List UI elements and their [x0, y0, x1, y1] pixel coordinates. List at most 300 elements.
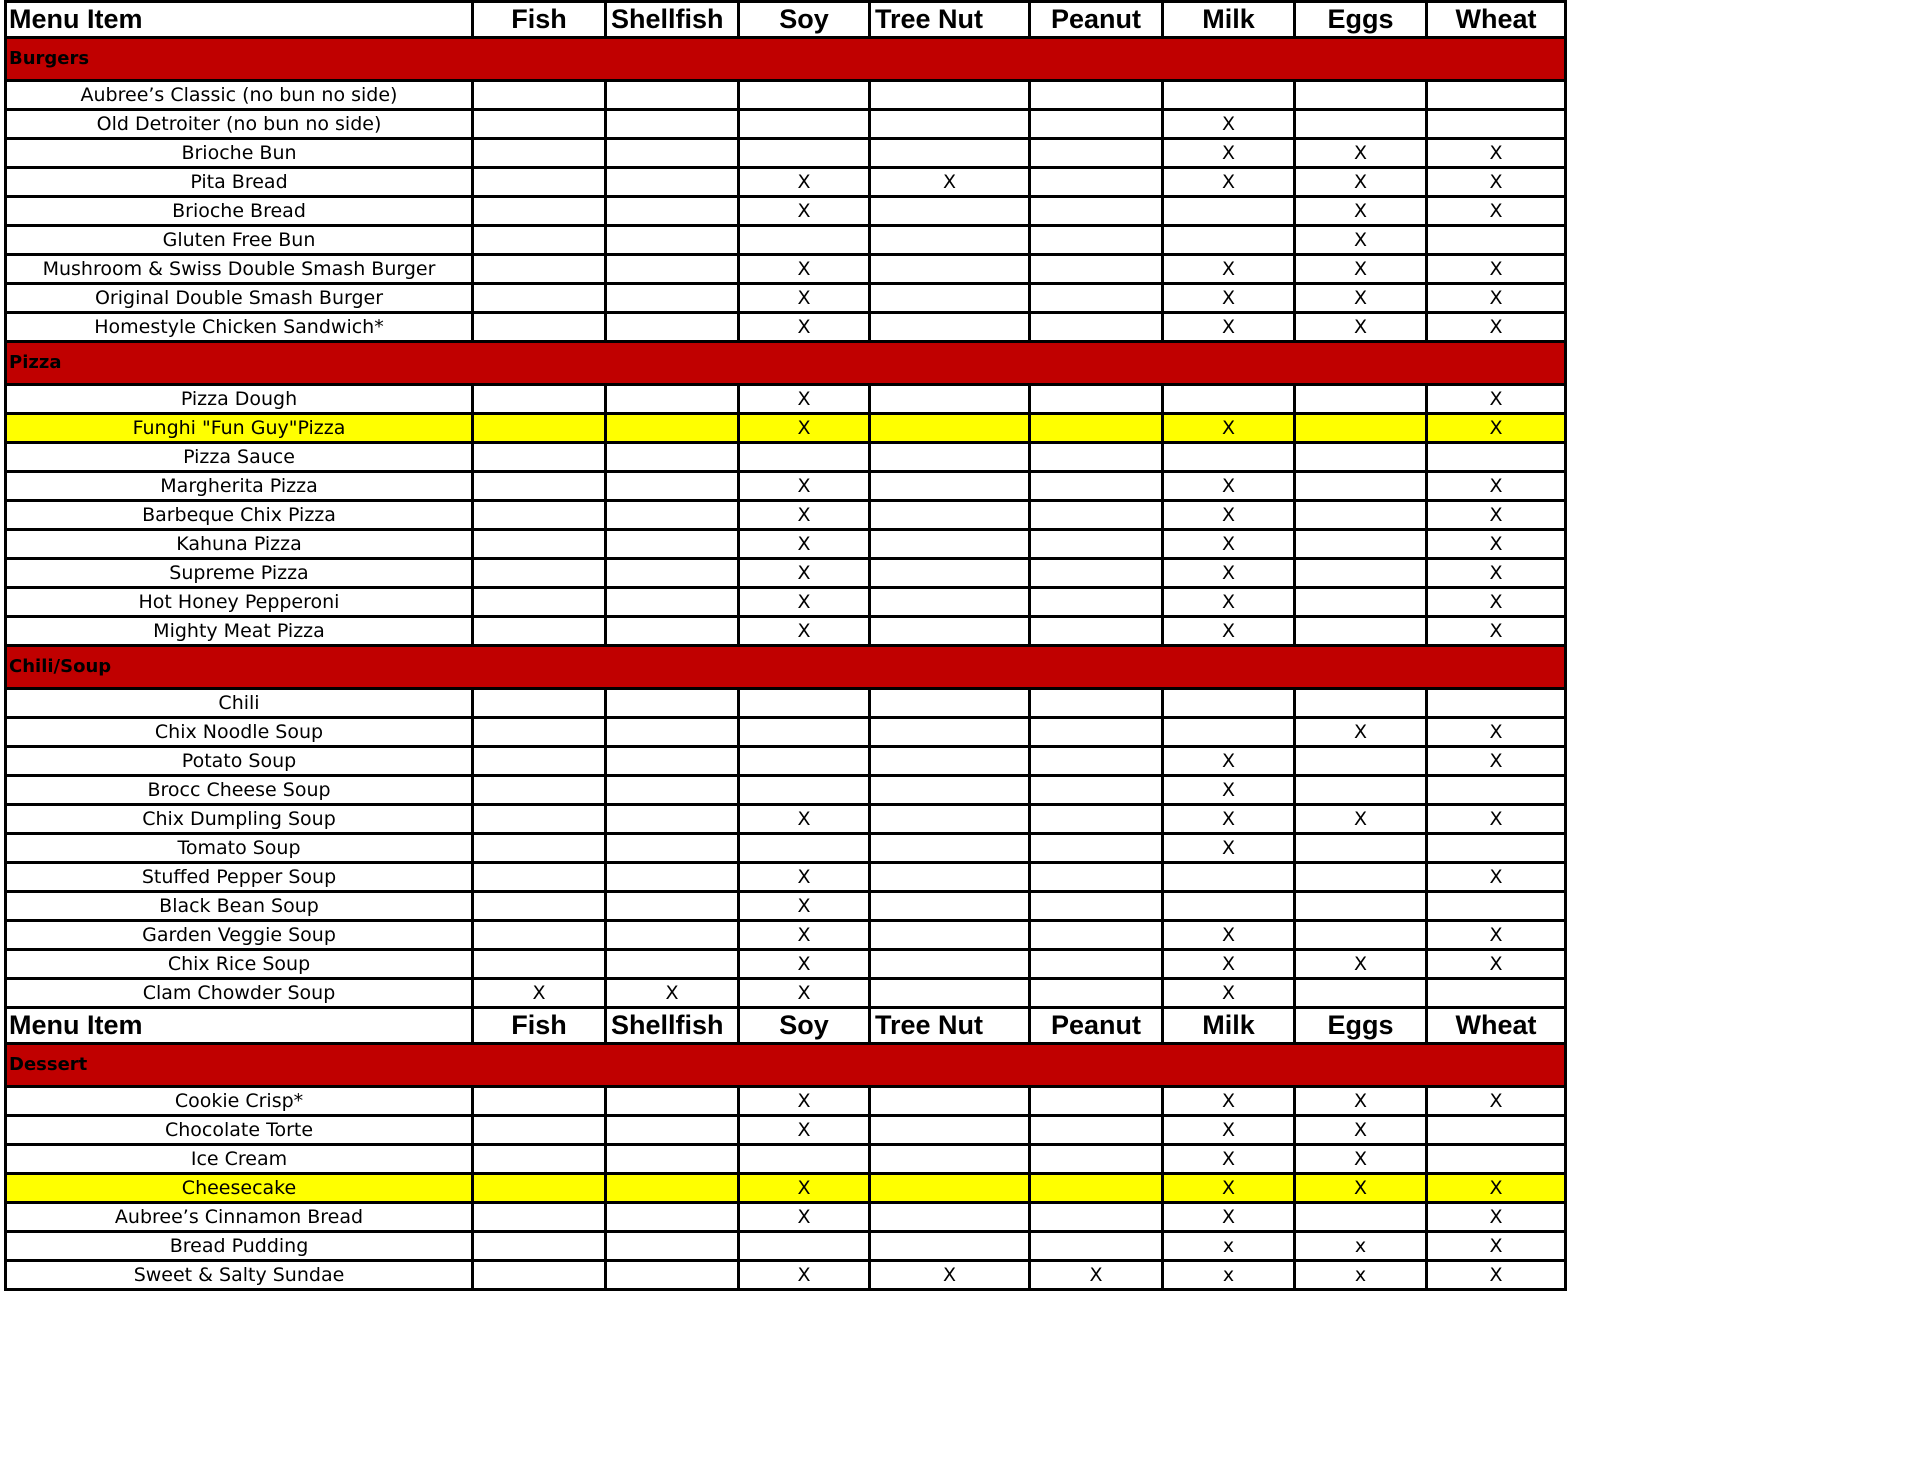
menu-item-row [6, 1203, 1566, 1232]
allergen-cell [1295, 689, 1427, 718]
allergen-cell: X [739, 921, 870, 950]
allergen-cell [606, 1087, 739, 1116]
menu-item-name: Chix Dumpling Soup [6, 805, 473, 834]
column-header: Shellfish [606, 1008, 739, 1044]
menu-item-name: Cookie Crisp* [6, 1087, 473, 1116]
allergen-cell [1295, 472, 1427, 501]
allergen-cell [1030, 617, 1163, 646]
allergen-cell: X [1295, 255, 1427, 284]
allergen-cell: X [1295, 139, 1427, 168]
allergen-cell [1030, 747, 1163, 776]
allergen-cell [739, 1145, 870, 1174]
allergen-cell [1030, 559, 1163, 588]
allergen-cell [473, 834, 606, 863]
menu-item-name: Supreme Pizza [6, 559, 473, 588]
allergen-cell [473, 718, 606, 747]
allergen-cell [870, 81, 1030, 110]
allergen-cell [1295, 617, 1427, 646]
allergen-cell: X [1163, 1203, 1295, 1232]
allergen-cell: X [1163, 1116, 1295, 1145]
allergen-cell [473, 559, 606, 588]
allergen-cell [606, 834, 739, 863]
menu-item-name: Stuffed Pepper Soup [6, 863, 473, 892]
allergen-cell: X [1427, 1087, 1566, 1116]
allergen-cell [606, 501, 739, 530]
allergen-cell [1030, 805, 1163, 834]
allergen-cell: X [1427, 472, 1566, 501]
allergen-cell [473, 197, 606, 226]
menu-item-name: Mighty Meat Pizza [6, 617, 473, 646]
allergen-cell [606, 588, 739, 617]
allergen-cell [473, 110, 606, 139]
allergen-cell: X [1295, 197, 1427, 226]
allergen-cell [473, 1116, 606, 1145]
allergen-cell [473, 921, 606, 950]
allergen-cell [1295, 501, 1427, 530]
allergen-cell: X [1295, 1087, 1427, 1116]
allergen-cell [1163, 443, 1295, 472]
allergen-cell: X [1427, 501, 1566, 530]
menu-item-name: Black Bean Soup [6, 892, 473, 921]
allergen-cell: X [739, 617, 870, 646]
allergen-cell [606, 472, 739, 501]
allergen-cell [473, 139, 606, 168]
allergen-cell: X [1427, 718, 1566, 747]
allergen-cell [1030, 921, 1163, 950]
allergen-cell [473, 805, 606, 834]
allergen-cell [870, 385, 1030, 414]
allergen-cell: X [739, 255, 870, 284]
allergen-cell: X [1163, 313, 1295, 342]
allergen-cell [606, 1203, 739, 1232]
allergen-cell: X [606, 979, 739, 1008]
allergen-cell: X [1427, 588, 1566, 617]
allergen-cell [1295, 979, 1427, 1008]
menu-item-name: Clam Chowder Soup [6, 979, 473, 1008]
allergen-cell [1030, 226, 1163, 255]
column-header: Soy [739, 2, 870, 38]
menu-item-name: Pita Bread [6, 168, 473, 197]
allergen-cell [1427, 226, 1566, 255]
allergen-cell [1030, 110, 1163, 139]
menu-item-row [6, 1261, 1566, 1290]
allergen-cell [870, 501, 1030, 530]
column-header-row [6, 2, 1566, 38]
allergen-cell: X [1163, 950, 1295, 979]
allergen-cell [739, 834, 870, 863]
menu-item-row [6, 892, 1566, 921]
allergen-cell: X [1295, 313, 1427, 342]
allergen-cell [1427, 110, 1566, 139]
allergen-cell: X [1163, 588, 1295, 617]
category-row [6, 38, 1566, 81]
column-header: Eggs [1295, 2, 1427, 38]
menu-item-row [6, 747, 1566, 776]
column-header: Tree Nut [870, 1008, 1030, 1044]
allergen-cell: X [1427, 559, 1566, 588]
menu-item-row [6, 414, 1566, 443]
column-header: Tree Nut [870, 2, 1030, 38]
allergen-cell [1030, 81, 1163, 110]
allergen-cell [473, 1203, 606, 1232]
allergen-cell [870, 1116, 1030, 1145]
allergen-cell [1030, 313, 1163, 342]
allergen-cell [870, 1145, 1030, 1174]
menu-item-name: Tomato Soup [6, 834, 473, 863]
allergen-cell [473, 530, 606, 559]
menu-item-row [6, 588, 1566, 617]
menu-item-name: Homestyle Chicken Sandwich* [6, 313, 473, 342]
allergen-cell: x [1163, 1261, 1295, 1290]
allergen-cell [606, 617, 739, 646]
menu-item-row [6, 81, 1566, 110]
allergen-cell: X [1163, 559, 1295, 588]
menu-item-row [6, 1116, 1566, 1145]
column-header: Milk [1163, 1008, 1295, 1044]
menu-item-row [6, 617, 1566, 646]
allergen-cell [870, 1174, 1030, 1203]
allergen-cell: X [739, 197, 870, 226]
allergen-cell: X [1427, 1174, 1566, 1203]
allergen-cell [1030, 1145, 1163, 1174]
allergen-cell [606, 921, 739, 950]
menu-item-name: Kahuna Pizza [6, 530, 473, 559]
allergen-cell [606, 110, 739, 139]
allergen-cell [870, 776, 1030, 805]
allergen-cell [870, 284, 1030, 313]
menu-item-row [6, 443, 1566, 472]
allergen-cell: X [1163, 617, 1295, 646]
allergen-cell [606, 863, 739, 892]
allergen-cell [739, 1232, 870, 1261]
allergen-cell [606, 168, 739, 197]
allergen-cell [1163, 226, 1295, 255]
allergen-cell: X [1427, 921, 1566, 950]
allergen-cell: X [1295, 284, 1427, 313]
allergen-cell: X [739, 313, 870, 342]
allergen-cell [870, 226, 1030, 255]
menu-item-name: Potato Soup [6, 747, 473, 776]
allergen-cell: X [739, 501, 870, 530]
allergen-cell: X [739, 979, 870, 1008]
menu-item-row [6, 1174, 1566, 1203]
allergen-cell: X [1295, 1174, 1427, 1203]
column-header: Wheat [1427, 2, 1566, 38]
allergen-cell [870, 689, 1030, 718]
menu-item-name: Garden Veggie Soup [6, 921, 473, 950]
allergen-cell [1295, 834, 1427, 863]
allergen-cell [1030, 284, 1163, 313]
column-header: Eggs [1295, 1008, 1427, 1044]
menu-item-name: Original Double Smash Burger [6, 284, 473, 313]
allergen-cell: X [1427, 313, 1566, 342]
allergen-cell: X [1163, 921, 1295, 950]
allergen-cell [739, 226, 870, 255]
allergen-cell [870, 892, 1030, 921]
allergen-cell: X [870, 168, 1030, 197]
allergen-cell [473, 168, 606, 197]
allergen-cell [870, 617, 1030, 646]
allergen-cell: X [1163, 255, 1295, 284]
column-header: Peanut [1030, 2, 1163, 38]
allergen-cell [870, 1232, 1030, 1261]
allergen-cell [870, 805, 1030, 834]
allergen-cell: X [1163, 776, 1295, 805]
allergen-cell [1030, 1232, 1163, 1261]
allergen-cell [1030, 414, 1163, 443]
menu-item-row [6, 168, 1566, 197]
allergen-cell: X [1030, 1261, 1163, 1290]
allergen-cell: X [1427, 950, 1566, 979]
allergen-cell [1163, 718, 1295, 747]
allergen-cell [1030, 718, 1163, 747]
allergen-cell [1030, 689, 1163, 718]
allergen-cell: X [870, 1261, 1030, 1290]
menu-item-row [6, 139, 1566, 168]
allergen-cell [473, 689, 606, 718]
allergen-cell: X [1295, 1145, 1427, 1174]
allergen-cell [1295, 892, 1427, 921]
allergen-cell [870, 588, 1030, 617]
allergen-cell [473, 385, 606, 414]
allergen-cell [1295, 385, 1427, 414]
allergen-cell: X [1295, 1116, 1427, 1145]
menu-item-name: Bread Pudding [6, 1232, 473, 1261]
column-header: Fish [473, 1008, 606, 1044]
allergen-cell [606, 718, 739, 747]
allergen-cell: X [473, 979, 606, 1008]
menu-item-name: Gluten Free Bun [6, 226, 473, 255]
menu-item-row [6, 255, 1566, 284]
allergen-cell: X [1427, 168, 1566, 197]
allergen-cell: X [1427, 197, 1566, 226]
category-row [6, 646, 1566, 689]
allergen-cell [870, 950, 1030, 979]
allergen-cell: X [1427, 747, 1566, 776]
menu-item-name: Chili [6, 689, 473, 718]
allergen-cell [473, 81, 606, 110]
allergen-cell [1163, 81, 1295, 110]
allergen-cell: X [1295, 168, 1427, 197]
allergen-cell: X [1427, 617, 1566, 646]
allergen-cell: X [1427, 414, 1566, 443]
allergen-cell: X [1163, 1174, 1295, 1203]
allergen-cell [1163, 863, 1295, 892]
allergen-cell [606, 197, 739, 226]
column-header: Peanut [1030, 1008, 1163, 1044]
allergen-cell [870, 443, 1030, 472]
allergen-cell [606, 530, 739, 559]
category-row [6, 1044, 1566, 1087]
column-header: Menu Item [6, 1008, 473, 1044]
allergen-cell [1030, 1174, 1163, 1203]
allergen-cell [870, 139, 1030, 168]
menu-item-name: Sweet & Salty Sundae [6, 1261, 473, 1290]
allergen-cell [1030, 834, 1163, 863]
allergen-cell: X [739, 588, 870, 617]
allergen-cell: X [1163, 747, 1295, 776]
allergen-cell [739, 718, 870, 747]
allergen-cell [1295, 1203, 1427, 1232]
allergen-cell [1030, 472, 1163, 501]
allergen-cell: X [1427, 1203, 1566, 1232]
allergen-cell [606, 747, 739, 776]
allergen-cell: X [739, 168, 870, 197]
allergen-cell [739, 81, 870, 110]
allergen-cell [1427, 689, 1566, 718]
allergen-cell [606, 1232, 739, 1261]
menu-item-name: Brocc Cheese Soup [6, 776, 473, 805]
allergen-cell [606, 313, 739, 342]
allergen-cell: X [1295, 950, 1427, 979]
menu-item-row [6, 950, 1566, 979]
allergen-cell [606, 81, 739, 110]
allergen-table [4, 0, 1567, 1291]
allergen-cell [606, 1174, 739, 1203]
menu-item-row [6, 226, 1566, 255]
allergen-cell [870, 1087, 1030, 1116]
allergen-cell: X [1163, 979, 1295, 1008]
allergen-cell [1030, 979, 1163, 1008]
column-header-row [6, 1008, 1566, 1044]
menu-item-row [6, 110, 1566, 139]
menu-item-row [6, 501, 1566, 530]
allergen-cell [1163, 689, 1295, 718]
allergen-cell: X [1427, 255, 1566, 284]
allergen-cell [1295, 588, 1427, 617]
allergen-cell [1030, 501, 1163, 530]
allergen-cell [1163, 892, 1295, 921]
allergen-table-body [6, 2, 1566, 1290]
allergen-cell [1030, 530, 1163, 559]
allergen-cell [1163, 385, 1295, 414]
allergen-cell [1295, 747, 1427, 776]
allergen-cell [1295, 81, 1427, 110]
allergen-cell [1030, 892, 1163, 921]
menu-item-row [6, 1232, 1566, 1261]
allergen-cell [473, 1174, 606, 1203]
allergen-cell [1030, 588, 1163, 617]
allergen-cell: X [739, 385, 870, 414]
menu-item-row [6, 921, 1566, 950]
allergen-cell: X [739, 472, 870, 501]
allergen-cell: X [739, 559, 870, 588]
allergen-cell [870, 255, 1030, 284]
allergen-cell [473, 1145, 606, 1174]
allergen-cell [606, 892, 739, 921]
allergen-cell [606, 1116, 739, 1145]
allergen-cell: X [1163, 284, 1295, 313]
allergen-cell [1295, 443, 1427, 472]
allergen-cell [739, 139, 870, 168]
allergen-cell [473, 313, 606, 342]
allergen-cell [1030, 950, 1163, 979]
allergen-cell [473, 226, 606, 255]
column-header: Shellfish [606, 2, 739, 38]
allergen-cell: X [1427, 863, 1566, 892]
allergen-cell [1163, 197, 1295, 226]
allergen-cell: X [739, 1116, 870, 1145]
allergen-cell [870, 197, 1030, 226]
allergen-cell: X [1295, 226, 1427, 255]
allergen-cell [1427, 892, 1566, 921]
category-label: Dessert [6, 1044, 1566, 1087]
allergen-cell [1030, 863, 1163, 892]
menu-item-row [6, 834, 1566, 863]
allergen-cell: X [739, 1174, 870, 1203]
allergen-cell: X [1427, 385, 1566, 414]
allergen-cell [870, 559, 1030, 588]
allergen-cell [606, 414, 739, 443]
allergen-cell [606, 776, 739, 805]
menu-item-row [6, 313, 1566, 342]
allergen-cell [606, 255, 739, 284]
allergen-cell [870, 834, 1030, 863]
allergen-cell [473, 414, 606, 443]
menu-item-row [6, 1087, 1566, 1116]
allergen-cell [1427, 979, 1566, 1008]
allergen-cell [870, 747, 1030, 776]
allergen-cell [606, 805, 739, 834]
allergen-cell [1030, 1116, 1163, 1145]
allergen-cell: X [739, 950, 870, 979]
allergen-cell: X [1163, 414, 1295, 443]
allergen-cell: X [1163, 168, 1295, 197]
allergen-cell: X [739, 414, 870, 443]
menu-item-name: Pizza Dough [6, 385, 473, 414]
menu-item-name: Chix Noodle Soup [6, 718, 473, 747]
menu-item-row [6, 805, 1566, 834]
allergen-cell [870, 313, 1030, 342]
allergen-cell [1427, 81, 1566, 110]
menu-item-name: Pizza Sauce [6, 443, 473, 472]
allergen-cell [1427, 443, 1566, 472]
allergen-cell: X [1163, 110, 1295, 139]
allergen-cell: X [1163, 139, 1295, 168]
category-row [6, 342, 1566, 385]
allergen-cell [1427, 834, 1566, 863]
allergen-cell: X [1163, 1145, 1295, 1174]
menu-item-row [6, 718, 1566, 747]
allergen-cell: X [739, 805, 870, 834]
allergen-cell [870, 718, 1030, 747]
allergen-cell [1427, 1116, 1566, 1145]
category-label: Pizza [6, 342, 1566, 385]
allergen-cell [606, 139, 739, 168]
allergen-cell: X [1163, 1087, 1295, 1116]
allergen-cell [1030, 255, 1163, 284]
allergen-cell: X [1295, 805, 1427, 834]
allergen-cell [870, 472, 1030, 501]
allergen-cell: X [739, 284, 870, 313]
column-header: Milk [1163, 2, 1295, 38]
menu-item-row [6, 689, 1566, 718]
allergen-cell [1427, 776, 1566, 805]
allergen-cell: X [739, 530, 870, 559]
allergen-cell [1295, 110, 1427, 139]
category-label: Burgers [6, 38, 1566, 81]
allergen-cell [1030, 443, 1163, 472]
allergen-cell [739, 747, 870, 776]
allergen-cell [473, 443, 606, 472]
allergen-cell: X [739, 892, 870, 921]
allergen-cell [1295, 414, 1427, 443]
menu-item-row [6, 559, 1566, 588]
allergen-cell: X [1295, 718, 1427, 747]
category-label: Chili/Soup [6, 646, 1566, 689]
allergen-cell: X [1163, 501, 1295, 530]
menu-item-row [6, 472, 1566, 501]
